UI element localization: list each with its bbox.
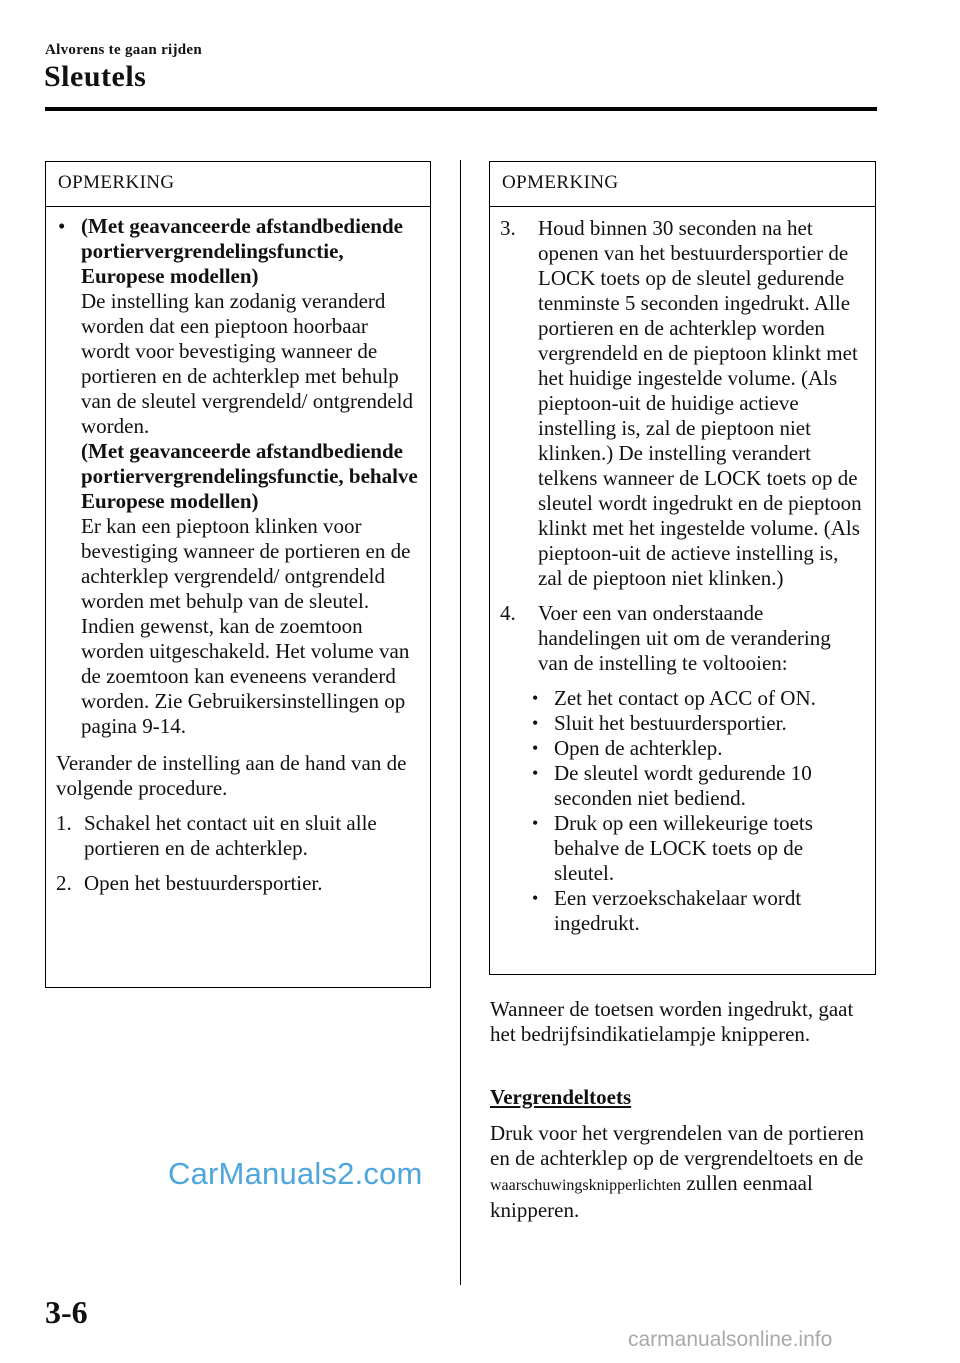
note-subtitle-non-european: (Met geavanceerde afstandbediende portiervergrendelingsfunctie, behalve Europese modellen)	[81, 439, 418, 513]
procedure-step-2	[56, 871, 420, 896]
note-heading: OPMERKING	[490, 162, 875, 207]
step-number: 3.	[500, 216, 516, 240]
note-text-non-european: Er kan een pieptoon klinken voor bevestiging wanneer de portieren en de achterklep vergrendeld/ ontgrendeld worden met behulp van de sleutel. Indien gewenst, kan de zoemtoon worden uitgeschakeld. Het volume van de zoemtoon kan eveneens veranderd worden. Zie Gebruikersinstellingen op pagina 9-14.	[81, 514, 411, 738]
bullet-icon: •	[532, 888, 539, 908]
paragraph-text-end: zullen eenmaal knipperen.	[490, 1171, 813, 1222]
list-item-text: De sleutel wordt gedurende 10 seconden niet bediend.	[554, 761, 812, 810]
note-text-european: De instelling kan zodanig veranderd worden dat een pieptoon hoorbaar wordt voor bevestiging wanneer de portieren en de achterklep met behulp van de sleutel vergrendeld/ ontgrendeld worden.	[81, 289, 414, 438]
section-label: Alvorens te gaan rijden	[45, 42, 203, 58]
list-item	[530, 886, 865, 936]
step-number: 4.	[500, 601, 516, 625]
note-subtitle-european: (Met geavanceerde afstandbediende portiervergrendelingsfunctie, Europese modellen)	[81, 214, 403, 288]
completion-actions-list	[500, 686, 865, 936]
note-body	[490, 207, 875, 936]
note-box-left	[45, 161, 431, 988]
list-item-text: Open de achterklep.	[554, 736, 723, 760]
paragraph-text	[490, 1121, 880, 1223]
section-subheading: Vergrendeltoets	[490, 1085, 632, 1109]
page-number: 3-6	[45, 1294, 88, 1330]
note-bullet-item	[56, 214, 420, 739]
step-text: Open het bestuurdersportier.	[84, 871, 323, 895]
list-item-text: Druk op een willekeurige toets behalve de LOCK toets op de sleutel.	[554, 811, 813, 885]
list-item	[530, 811, 865, 886]
procedure-step-4	[500, 601, 865, 676]
list-item	[530, 736, 865, 761]
paragraph-text: Wanneer de toetsen worden ingedrukt, gaat het bedrijfsindikatielampje knipperen.	[490, 997, 854, 1046]
paragraph-text-start: Druk voor het vergrendelen van de portieren en de achterklep op de vergrendeltoets en de	[490, 1121, 864, 1170]
list-item	[530, 686, 865, 711]
list-item-text: Een verzoekschakelaar wordt ingedrukt.	[554, 886, 802, 935]
bullet-icon: •	[532, 738, 539, 758]
step-number: 1.	[56, 811, 72, 835]
bullet-icon: •	[532, 763, 539, 783]
step-number: 2.	[56, 871, 72, 895]
list-item	[530, 761, 865, 811]
procedure-intro: Verander de instelling aan de hand van de volgende procedure.	[56, 751, 407, 800]
bullet-icon: •	[58, 214, 66, 238]
list-item-text: Zet het contact op ACC of ON.	[554, 686, 816, 710]
header-rule	[45, 107, 877, 111]
list-item	[530, 711, 865, 736]
lock-button-heading	[490, 1085, 880, 1110]
procedure-step-3	[500, 216, 865, 591]
bullet-icon: •	[532, 713, 539, 733]
indicator-paragraph	[490, 997, 880, 1047]
note-box-right	[489, 161, 876, 975]
list-item-text: Sluit het bestuurdersportier.	[554, 711, 787, 735]
bullet-icon: •	[532, 688, 539, 708]
note-body	[46, 207, 430, 896]
page-title: Sleutels	[44, 60, 147, 93]
step-text: Voer een van onderstaande handelingen uit om de verandering van de instelling te voltooien:	[538, 601, 831, 675]
step-text: Houd binnen 30 seconden na het openen van het bestuurdersportier de LOCK toets op de sleutel gedurende tenminste 5 seconden ingedrukt. Alle portieren en de achterklep worden vergrendeld en de pieptoon klinkt met het huidige ingestelde volume. (Als pieptoon-uit de huidige actieve instelling is, zal de pieptoon niet klinken.) De instelling verandert telkens wanneer de LOCK toets op de sleutel wordt ingedrukt en de pieptoon klinkt met het ingestelde volume. (Als pieptoon-uit de actieve instelling is, zal de pieptoon niet klinken.)	[538, 216, 862, 590]
step-text: Schakel het contact uit en sluit alle portieren en de achterklep.	[84, 811, 377, 860]
column-divider	[460, 160, 461, 1285]
note-heading: OPMERKING	[46, 162, 430, 207]
hazard-lights-term: waarschuwingsknipperlichten	[490, 1177, 682, 1194]
bullet-icon: •	[532, 813, 539, 833]
procedure-step-1	[56, 811, 420, 861]
watermark-logo: CarManuals2.com	[168, 1156, 423, 1191]
lock-button-paragraph	[490, 1121, 880, 1223]
site-watermark: carmanualsonline.info	[628, 1328, 833, 1351]
